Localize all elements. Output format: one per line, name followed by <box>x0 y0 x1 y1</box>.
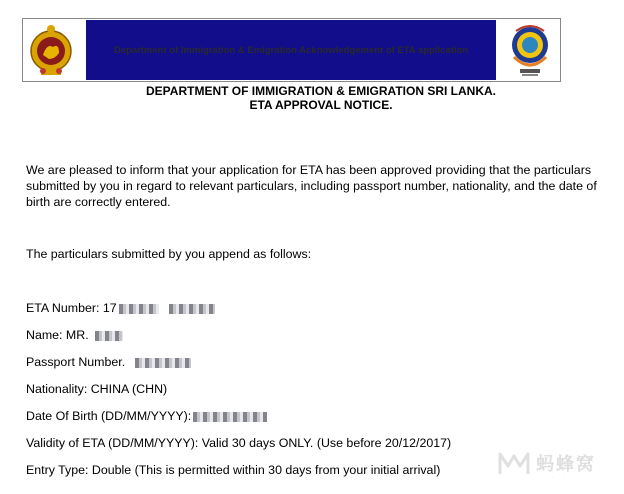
date-of-birth-field <box>26 408 267 424</box>
eta-number-field <box>26 300 215 316</box>
redacted-block <box>193 412 267 422</box>
heading-line-1: DEPARTMENT OF IMMIGRATION & EMIGRATION SRI LANKA. <box>146 84 496 98</box>
passport-number-label: Passport Number. <box>26 355 126 369</box>
immigration-department-emblem-icon <box>506 21 554 79</box>
entry-type-label: Entry Type: Double (This is permitted within 30 days from your initial arrival) <box>26 463 441 477</box>
validity-label: Validity of ETA (DD/MM/YYYY): Valid 30 days ONLY. (Use before 20/12/2017) <box>26 436 452 450</box>
document-heading <box>18 84 624 112</box>
entry-type-field <box>26 462 440 478</box>
passport-number-field <box>26 354 191 370</box>
watermark <box>496 446 616 490</box>
mafengwo-logo-icon <box>496 448 532 478</box>
name-field <box>26 327 123 343</box>
banner-title-box <box>86 20 496 80</box>
watermark-text: 蚂蜂窝 <box>536 454 596 474</box>
redacted-block <box>169 304 215 314</box>
sri-lanka-emblem-icon <box>29 21 73 79</box>
redacted-block <box>135 358 191 368</box>
nationality-label: Nationality: CHINA (CHN) <box>26 382 168 396</box>
date-of-birth-label: Date Of Birth (DD/MM/YYYY): <box>26 409 192 423</box>
approval-intro-paragraph: We are pleased to inform that your application for ETA has been approved providing that the particulars submitted by you in regard to relevant particulars, including passport number, nationality, and the date of birth are correctly entered. <box>26 163 597 209</box>
heading-line-2: ETA APPROVAL NOTICE. <box>249 98 393 112</box>
name-label: Name: MR. <box>26 328 89 342</box>
redacted-block <box>95 331 123 341</box>
eta-number-label: ETA Number: 17 <box>26 301 117 315</box>
header-banner <box>22 18 561 82</box>
watermark-dots: ··· <box>540 474 574 481</box>
banner-title: Department of Immigration & Emigration Acknowledgement of ETA application <box>113 44 469 56</box>
append-intro-paragraph: The particulars submitted by you append as follows: <box>26 247 312 261</box>
nationality-field <box>26 381 167 397</box>
redacted-block <box>119 304 159 314</box>
validity-field <box>26 435 451 451</box>
